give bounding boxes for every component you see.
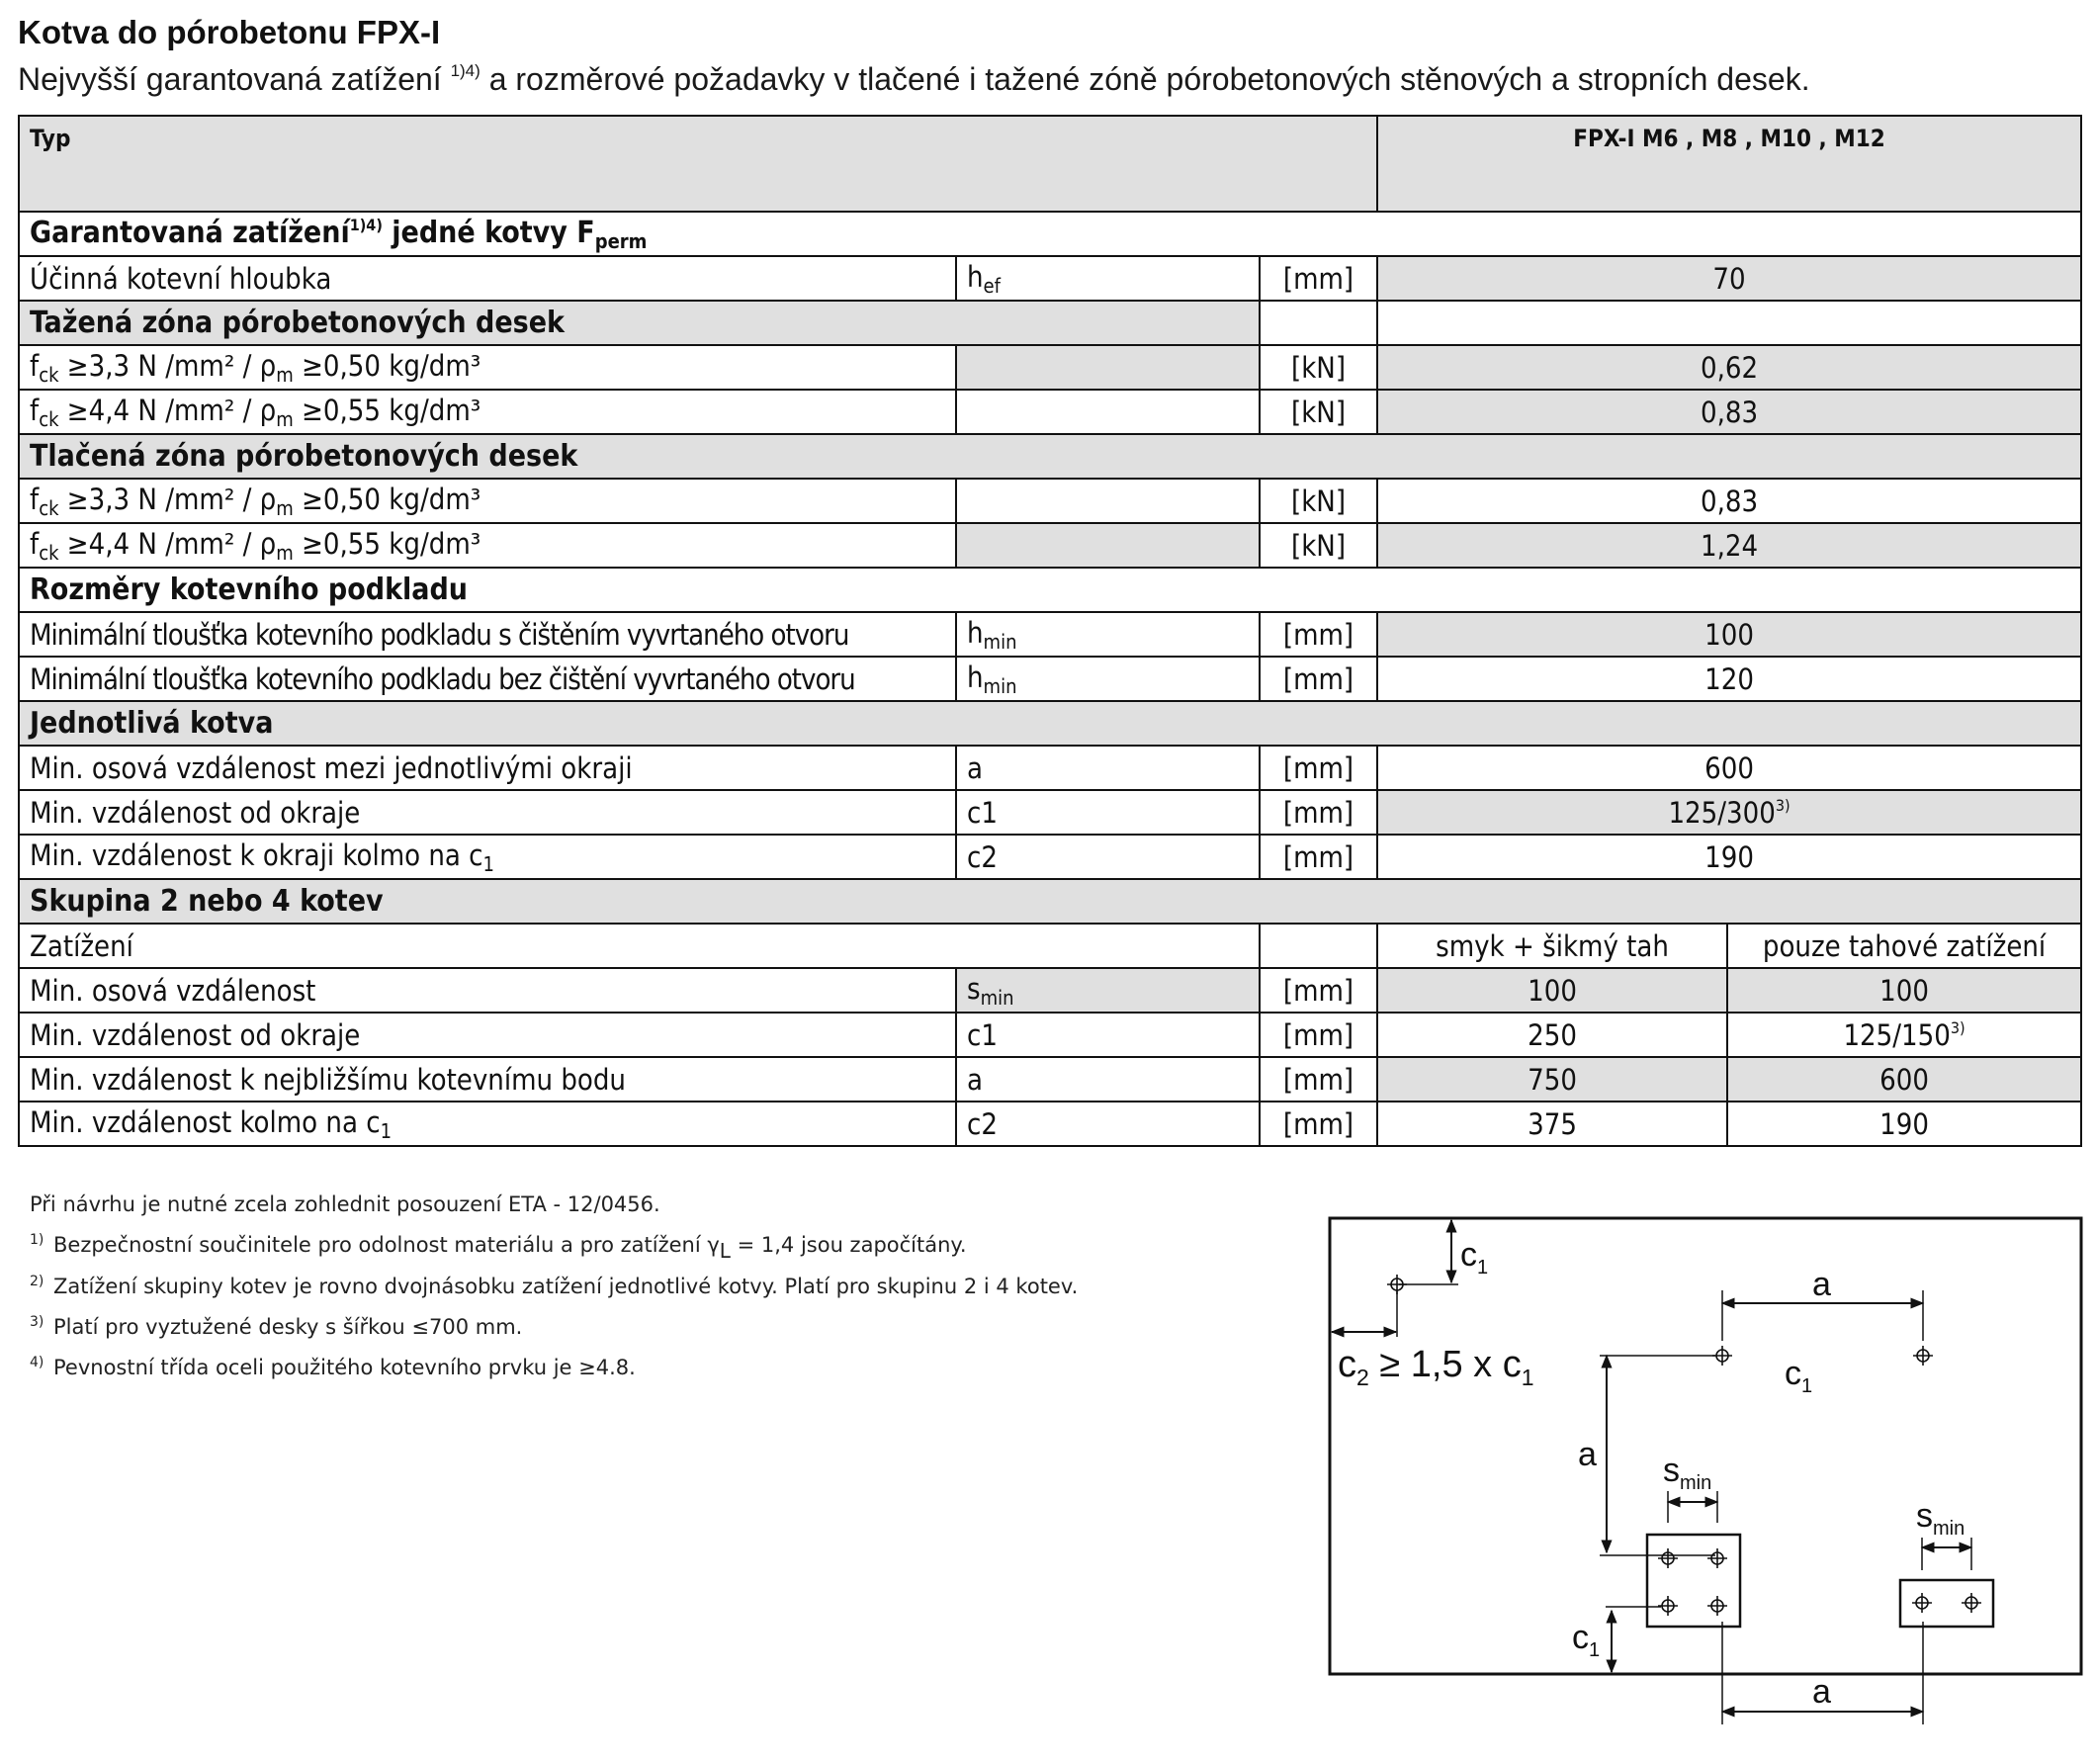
row-symbol: c1 — [956, 790, 1260, 835]
row-value: 120 — [1377, 657, 2081, 701]
row-unit: [mm] — [1260, 256, 1377, 301]
row-label: Minimální tloušťka kotevního podkladu bez čištění vyvrtaného otvoru — [19, 657, 956, 701]
anchor-point-icon — [1707, 1596, 1727, 1616]
footnote-1: 1) Bezpečnostní součinitele pro odolnost materiálu a pro zatížení γL = 1,4 jsou započítány. — [30, 1232, 967, 1263]
row-value: 70 — [1377, 256, 2081, 301]
row-value: 190 — [1377, 835, 2081, 879]
section-title: Tlačená zóna pórobetonových desek — [19, 434, 2081, 479]
row-label: Účinná kotevní hloubka — [19, 256, 956, 301]
footnote-3: 3) Platí pro vyztužené desky s šířkou ≤700 mm. — [30, 1314, 523, 1339]
group-col-shear: smyk + šikmý tah — [1377, 924, 1727, 968]
section-title: Skupina 2 nebo 4 kotev — [19, 879, 2081, 924]
row-symbol: a — [956, 1057, 1260, 1102]
row-label: Min. vzdálenost k nejbližšímu kotevnímu bodu — [19, 1057, 956, 1102]
row-value-1: 250 — [1377, 1013, 1727, 1057]
anchor-point-icon — [1387, 1275, 1407, 1294]
row-unit: [mm] — [1260, 1057, 1377, 1102]
row-value: 0,62 — [1377, 345, 2081, 390]
row-unit: [mm] — [1260, 1102, 1377, 1146]
anchor-point-icon — [1962, 1593, 1981, 1613]
row-value: 1,24 — [1377, 523, 2081, 568]
row-value-2: 190 — [1727, 1102, 2081, 1146]
row-value: 600 — [1377, 746, 2081, 790]
c1-label: $c_1$ — [1785, 1355, 1813, 1397]
row-unit: [kN] — [1260, 523, 1377, 568]
slab-outline — [1330, 1218, 2081, 1674]
row-value: 0,83 — [1377, 390, 2081, 434]
page-subtitle: Nejvyšší garantovaná zatížení $^{1)4)}$ a rozměrové požadavky v tlačené i tažené zóně pórobetonových stěnových a stropních desek. — [18, 61, 1810, 97]
row-label: Min. vzdálenost k okraji kolmo na $c_1$ — [19, 835, 956, 879]
row-value-1: 100 — [1377, 968, 1727, 1013]
row-label: Min. vzdálenost kolmo na $c_1$ — [19, 1102, 956, 1146]
row-unit: [mm] — [1260, 1013, 1377, 1057]
row-unit: [mm] — [1260, 790, 1377, 835]
anchor-points — [1387, 1275, 1981, 1616]
smin-label: $s_{min}$ — [1663, 1452, 1712, 1494]
c1-label: $c_1$ — [1460, 1236, 1489, 1279]
row-value-1: 750 — [1377, 1057, 1727, 1102]
row-unit: [mm] — [1260, 657, 1377, 701]
row-unit: [mm] — [1260, 612, 1377, 657]
footnote-intro: Při návrhu je nutné zcela zohlednit posouzení ETA - 12/0456. — [30, 1192, 660, 1216]
row-symbol: $s_{min}$ — [956, 968, 1260, 1013]
section-title: Jednotlivá kotva — [19, 701, 2081, 746]
row-symbol: $h_{min}$ — [956, 657, 1260, 701]
row-symbol: c1 — [956, 1013, 1260, 1057]
anchor-point-icon — [1658, 1596, 1678, 1616]
a-label: a — [1812, 1266, 1831, 1303]
a-label: a — [1812, 1673, 1831, 1711]
row-unit: [mm] — [1260, 746, 1377, 790]
section-title: Rozměry kotevního podkladu — [19, 568, 2081, 612]
anchor-point-icon — [1707, 1548, 1727, 1568]
section-title: Tažená zóna pórobetonových desek — [19, 301, 1260, 345]
row-label: $f_{ck} \ge 4,4$ N $/mm^2 / \rho_m \ge 0,55$ kg/dm³ — [19, 390, 956, 434]
row-unit: [mm] — [1260, 968, 1377, 1013]
smin-label: $s_{min}$ — [1916, 1497, 1965, 1540]
row-value-2: 125/150$^{3)}$ — [1727, 1013, 2081, 1057]
footnote-2: 2) Zatížení skupiny kotev je rovno dvojnásobku zatížení jednotlivé kotvy. Platí pro skupinu 2 i 4 kotev. — [30, 1274, 1079, 1298]
row-label: Zatížení — [19, 924, 1260, 968]
anchor-point-icon — [1658, 1548, 1678, 1568]
row-value: 125/300$^{3)}$ — [1377, 790, 2081, 835]
row-value-2: 100 — [1727, 968, 2081, 1013]
type-header: Typ — [19, 116, 1377, 212]
group-col-tension: pouze tahové zatížení — [1727, 924, 2081, 968]
row-unit: [mm] — [1260, 835, 1377, 879]
row-symbol: $h_{ef}$ — [956, 256, 1260, 301]
c1-label: $c_1$ — [1572, 1619, 1601, 1661]
row-label: $f_{ck} \ge 4,4$ N $/mm^2 / \rho_m \ge 0,55$ kg/dm³ — [19, 523, 956, 568]
row-symbol: a — [956, 746, 1260, 790]
row-value-2: 600 — [1727, 1057, 2081, 1102]
page-title: Kotva do pórobetonu FPX-I — [18, 14, 441, 50]
row-unit: [kN] — [1260, 390, 1377, 434]
row-label: $f_{ck} \ge 3,3$ N $/mm^2 / \rho_m \ge 0,50$ kg/dm³ — [19, 345, 956, 390]
row-value: 100 — [1377, 612, 2081, 657]
anchor-point-icon — [1712, 1346, 1732, 1366]
c2-rule-label: $c_2 \ge 1,5$ x $c_1$ — [1338, 1344, 1534, 1390]
row-label: Min. osová vzdálenost mezi jednotlivými okraji — [19, 746, 956, 790]
row-symbol: c2 — [956, 1102, 1260, 1146]
anchor-point-icon — [1912, 1593, 1932, 1613]
a-label: a — [1578, 1436, 1597, 1473]
row-label: Minimální tloušťka kotevního podkladu s čištěním vyvrtaného otvoru — [19, 612, 956, 657]
anchor-point-icon — [1913, 1346, 1933, 1366]
row-unit: [kN] — [1260, 479, 1377, 523]
product-header: FPX-I M6 , M8 , M10 , M12 — [1377, 116, 2081, 212]
row-symbol: c2 — [956, 835, 1260, 879]
group-4-plate — [1647, 1535, 1740, 1627]
row-label: $f_{ck} \ge 3,3$ N $/mm^2 / \rho_m \ge 0,50$ kg/dm³ — [19, 479, 956, 523]
section-title: Garantovaná zatížení$^{1)4)}$ jedné kotvy $F_{perm}$ — [19, 212, 2081, 256]
row-unit: [kN] — [1260, 345, 1377, 390]
footnote-4: 4) Pevnostní třída oceli použitého kotevního prvku je ≥4.8. — [30, 1355, 636, 1379]
row-value-1: 375 — [1377, 1102, 1727, 1146]
row-label: Min. vzdálenost od okraje — [19, 1013, 956, 1057]
row-value: 0,83 — [1377, 479, 2081, 523]
row-symbol: $h_{min}$ — [956, 612, 1260, 657]
row-label: Min. vzdálenost od okraje — [19, 790, 956, 835]
row-label: Min. osová vzdálenost — [19, 968, 956, 1013]
